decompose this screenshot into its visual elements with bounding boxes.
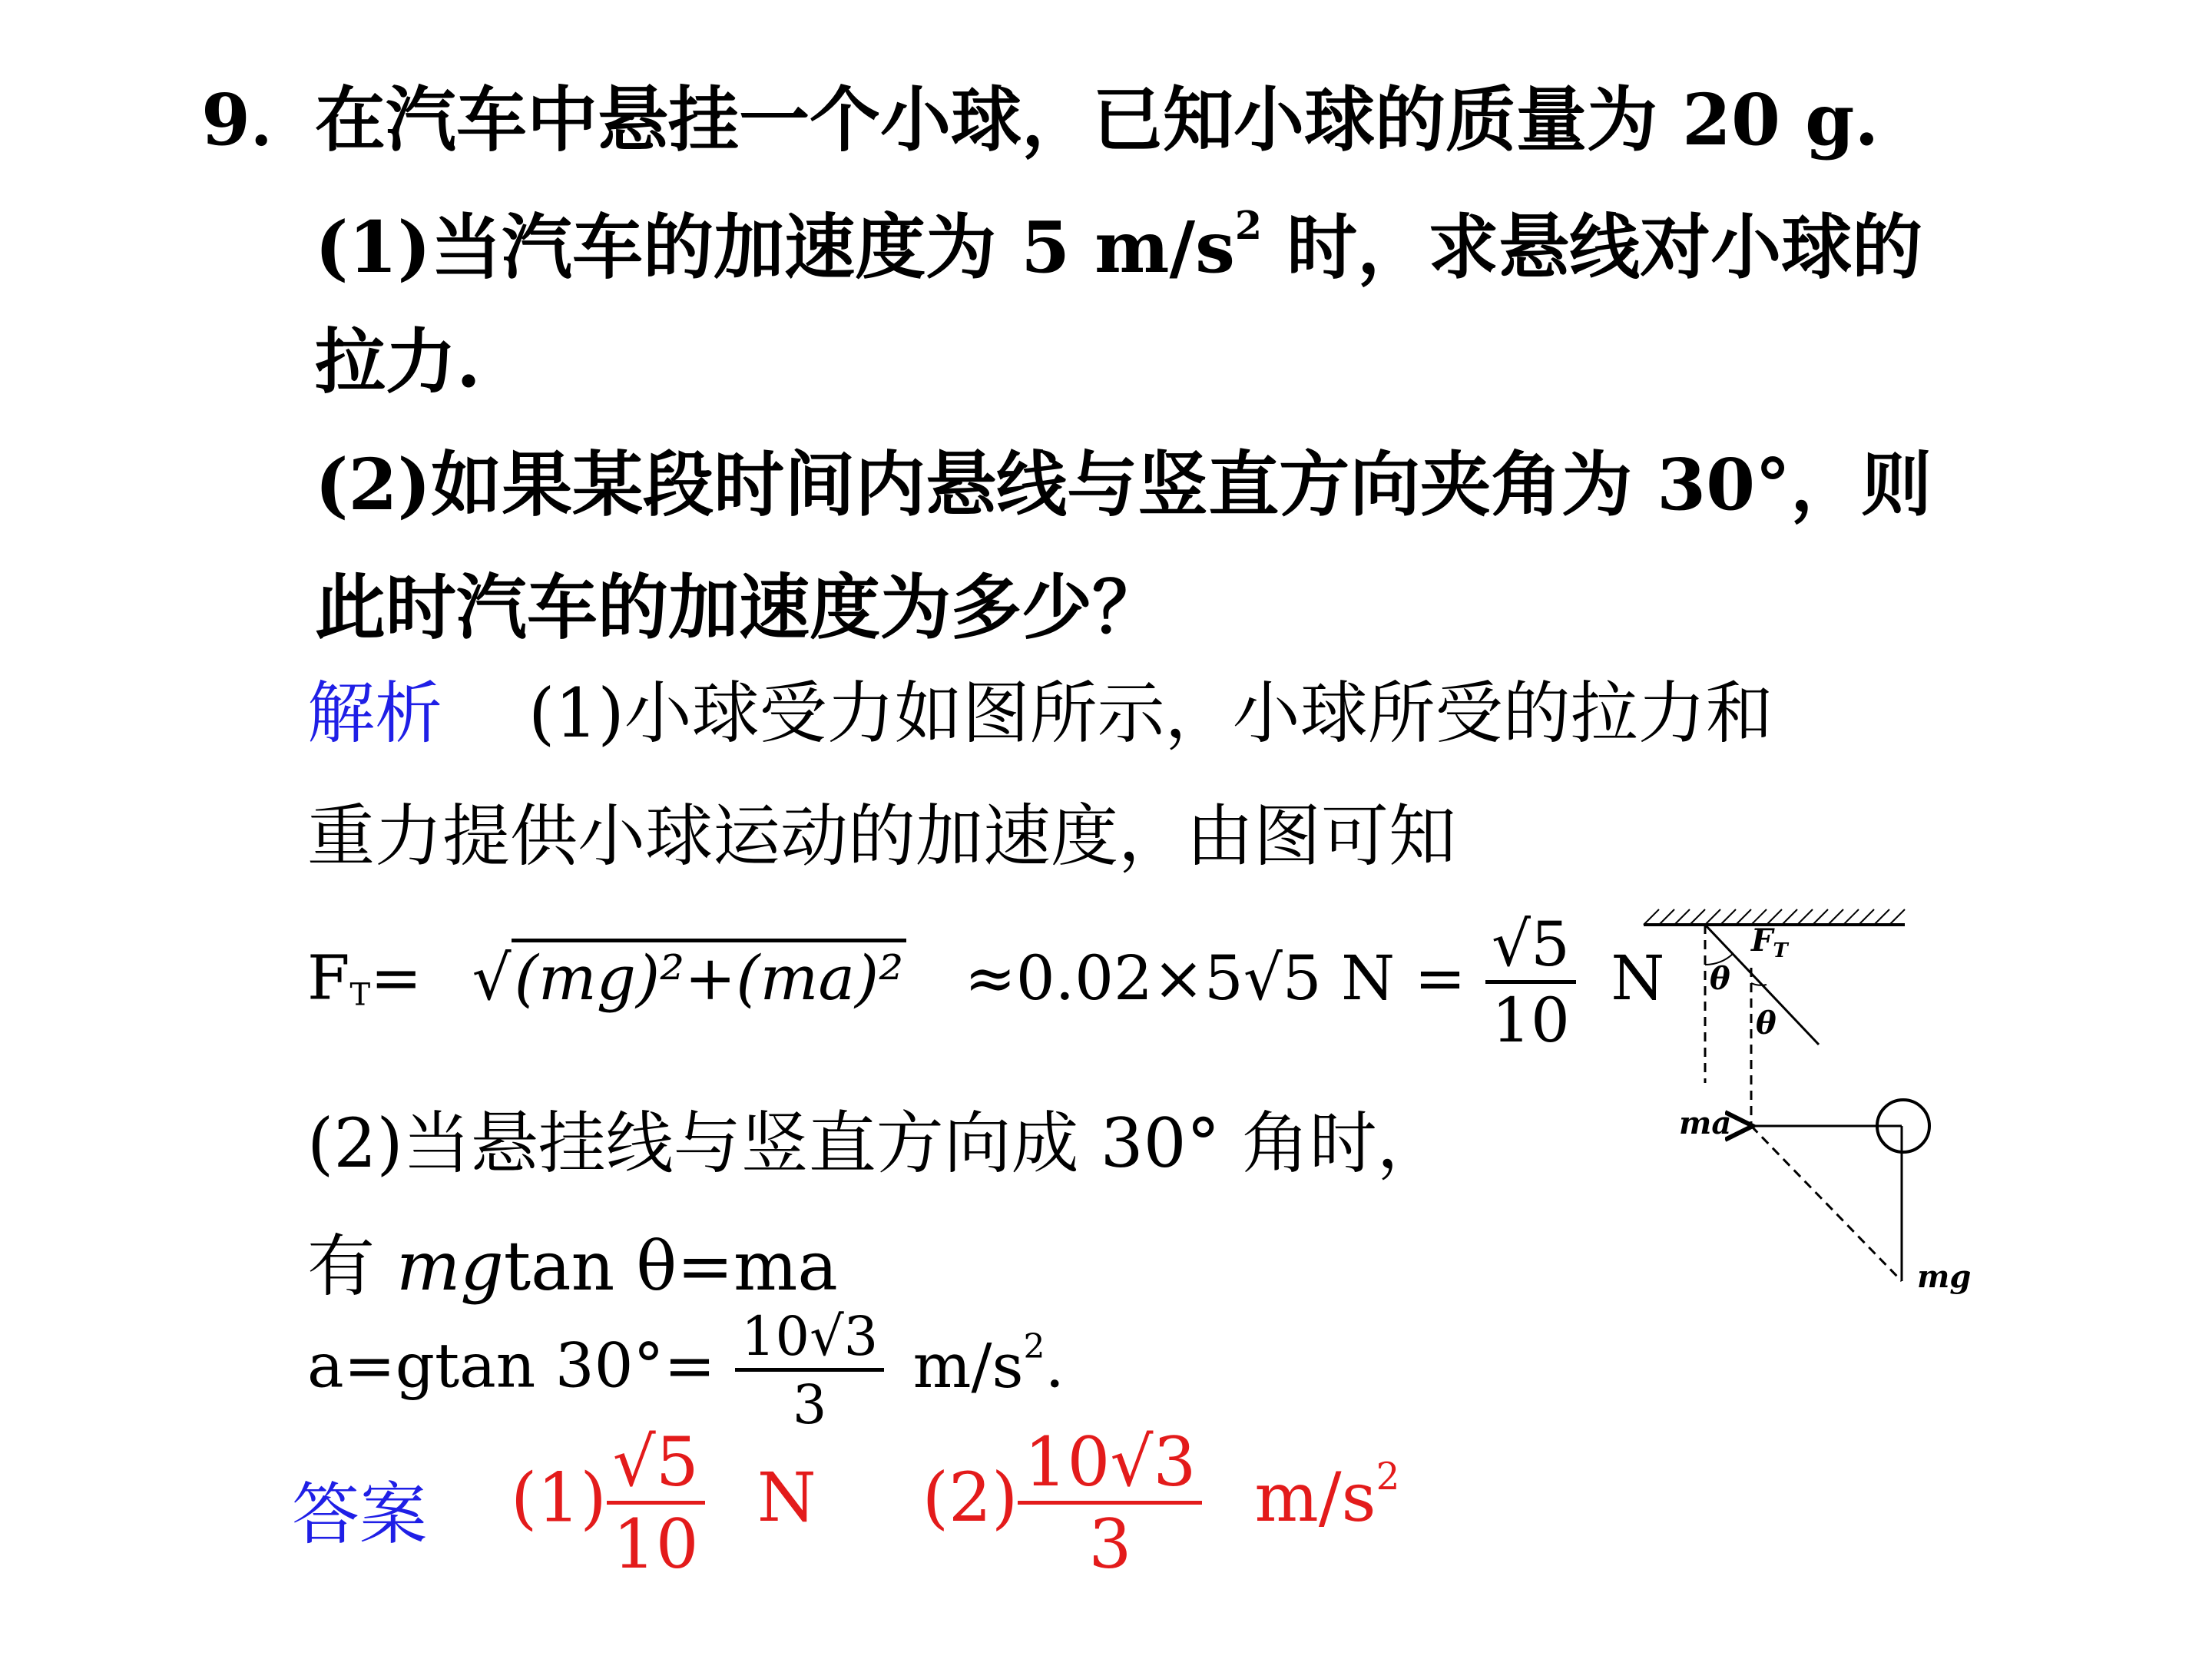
answer-p2-den: 3 xyxy=(1088,1505,1132,1584)
question-part-1-line-2: 拉力. xyxy=(315,320,482,403)
solution-part-2-eq-2 xyxy=(307,1305,1065,1436)
formula-eq: = xyxy=(370,942,422,1014)
answer-p2-num: 10√3 xyxy=(1018,1429,1202,1505)
solution-formula: $F_T= √(mg)^2+(ma)^2 \approx 0.02\times 5√5$ N = $\frac{√5}{10}$ N xyxy=(307,909,1665,1056)
part1-superscript: 2 xyxy=(1234,202,1263,248)
eq2-prefix: a=gtan 30°= xyxy=(307,1330,716,1402)
parallelogram-diagonal-dashed xyxy=(1751,1126,1902,1281)
eq2-frac-num: 10√3 xyxy=(735,1310,884,1372)
mg-label: mg xyxy=(1917,1259,1972,1295)
formula-unit: N xyxy=(1611,942,1665,1014)
eq2-unit: m/s xyxy=(912,1330,1024,1402)
formula-lhs-sub: T xyxy=(349,977,371,1013)
formula-lhs: F xyxy=(307,942,350,1014)
angle-label-2: θ xyxy=(1756,1005,1777,1041)
answer-label: 答案 xyxy=(292,1475,428,1554)
part1-suffix: 时，求悬线对小球的 xyxy=(1262,206,1923,289)
formula-frac-num: √5 xyxy=(1485,914,1576,984)
tension-label: $F_T$ xyxy=(1751,922,1788,962)
formula-fraction xyxy=(1485,909,1576,1056)
angle-arc-2 xyxy=(1751,983,1767,985)
solution-label: 解析 xyxy=(307,674,443,753)
part1-prefix: (1)当汽车的加速度为 5 m/s xyxy=(315,206,1235,289)
ceiling-line xyxy=(1644,909,1905,925)
eq1-mg: mg xyxy=(396,1227,504,1306)
answer-p2-sup: 2 xyxy=(1376,1455,1400,1499)
eq2-fraction xyxy=(735,1305,884,1436)
eq2-sup: 2 xyxy=(1023,1327,1045,1367)
question-part-2-line-2: 此时汽车的加速度为多少？ xyxy=(315,566,1164,649)
answer-p1-num: √5 xyxy=(607,1429,705,1505)
answer-p1-unit: N xyxy=(757,1458,816,1538)
formula-approx: ≈0.02×5√5 N = xyxy=(964,942,1466,1014)
question-number: 9． xyxy=(201,78,322,161)
solution-line-2: 重力提供小球运动的加速度，由图可知 xyxy=(307,796,1457,876)
formula-sqrt-content: (mg)²+(ma)² xyxy=(512,939,907,1014)
answer-p1-fraction xyxy=(607,1422,705,1584)
question-part-1 xyxy=(315,202,1923,289)
answer-p1-label: (1) xyxy=(511,1458,607,1538)
answer-p1-den: 10 xyxy=(612,1505,699,1584)
answer-values xyxy=(511,1422,1400,1584)
answer-p2-unit: m/s xyxy=(1254,1458,1376,1538)
eq2-end: . xyxy=(1045,1330,1065,1402)
answer-p2-label: (2) xyxy=(922,1458,1018,1538)
solution-part-2-line: (2)当悬挂线与竖直方向成 30° 角时， xyxy=(307,1104,1445,1183)
formula-frac-den: 10 xyxy=(1492,985,1570,1056)
angle-label-1: θ xyxy=(1710,961,1730,997)
eq1-prefix: 有 xyxy=(307,1227,396,1306)
solution-part-2-eq-1 xyxy=(307,1227,838,1306)
ma-label: ma xyxy=(1679,1105,1732,1141)
eq1-rest: tan θ=ma xyxy=(503,1227,838,1306)
solution-line-1: (1)小球受力如图所示，小球所受的拉力和 xyxy=(528,674,1773,753)
question-part-2-line-1: (2)如果某段时间内悬线与竖直方向夹角为 30°，则 xyxy=(315,443,1932,526)
eq2-frac-den: 3 xyxy=(792,1373,827,1436)
question-line-1: 在汽车中悬挂一个小球，已知小球的质量为 20 g. xyxy=(315,78,1879,161)
force-diagram xyxy=(1628,899,1997,1313)
answer-p2-fraction xyxy=(1018,1422,1202,1584)
